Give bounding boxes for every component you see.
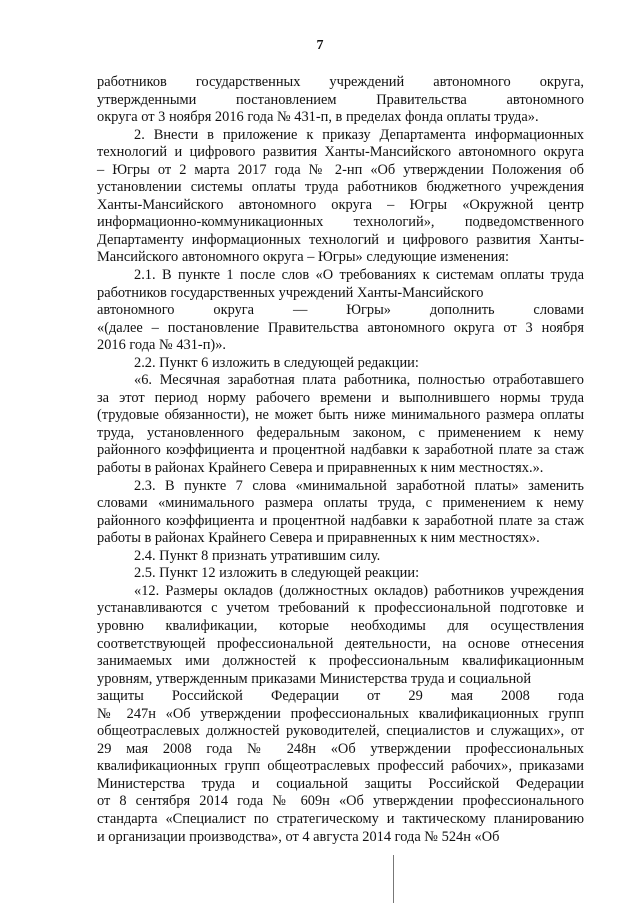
text-line: технологий и цифрового развития Ханты-Мансийского автономного округа xyxy=(97,144,584,161)
text-line: Ханты-Мансийского автономного округа – Югры «Окружной центр xyxy=(97,196,584,213)
text-line: 29 мая 2008 года № 248н «Об утверждении профессиональных xyxy=(97,740,584,757)
document-body xyxy=(97,74,584,846)
text-line: 2016 года № 431-п)». xyxy=(97,337,227,354)
text-line: 2.3. В пункте 7 слова «минимальной заработной платы» заменить xyxy=(134,477,584,494)
text-line: квалификационных групп общеотраслевых профессий рабочих», приказами xyxy=(97,758,584,775)
paragraph-item-2-3 xyxy=(97,478,584,548)
text-line: общеотраслевых должностей руководителей, специалистов и служащих», от xyxy=(97,723,584,740)
text-line: 2.5. Пункт 12 изложить в следующей реакции: xyxy=(134,565,420,582)
text-line: автономного округа — Югры» дополнить словами xyxy=(97,302,584,319)
text-line: защиты Российской Федерации от 29 мая 2008 года xyxy=(97,688,584,705)
text-line: «6. Месячная заработная плата работника, полностью отработавшего xyxy=(134,372,584,389)
text-line: установлении системы оплаты труда работников бюджетного учреждения xyxy=(97,179,584,196)
text-line: – Югры от 2 марта 2017 года № 2-нп «Об утверждении Положения об xyxy=(97,161,584,178)
text-line: устанавливаются с учетом требований к профессиональной подготовке и xyxy=(97,600,584,617)
text-line: и организации производства», от 4 августа 2014 года № 524н «Об xyxy=(97,828,500,845)
text-line: работы в районах Крайнего Севера и приравненных к ним местностях». xyxy=(97,530,540,547)
paragraph-item-2-5 xyxy=(97,565,584,583)
text-line: «(далее – постановление Правительства автономного округа от 3 ноября xyxy=(97,319,584,336)
text-line: (трудовые обязанности), не может быть ниже минимального размера оплаты xyxy=(97,407,584,424)
scan-artifact-line xyxy=(393,855,394,903)
text-line: соответствующей профессиональной деятельности, на основе отнесения xyxy=(97,635,584,652)
text-line: № 247н «Об утверждении профессиональных квалификационных групп xyxy=(97,705,584,722)
text-line: утвержденными постановлением Правительства автономного xyxy=(97,91,584,108)
paragraph-item-12-text xyxy=(97,583,584,846)
page-number: 7 xyxy=(316,38,324,53)
text-line: словами «минимального размера оплаты труда, с применением к нему xyxy=(97,495,584,512)
text-line: работников государственных учреждений автономного округа, xyxy=(97,74,584,90)
text-line: информационно-коммуникационных технологий», подведомственного xyxy=(97,214,584,231)
text-line: 2.2. Пункт 6 изложить в следующей редакции: xyxy=(134,354,419,371)
text-line: работников государственных учреждений Ханты-Мансийского xyxy=(97,284,484,301)
paragraph-item-2-4 xyxy=(97,548,584,566)
text-line: 2.4. Пункт 8 признать утратившим силу. xyxy=(134,547,381,564)
text-line: Министерства труда и социальной защиты Российской Федерации xyxy=(97,775,584,792)
paragraph-item-2-1 xyxy=(97,267,584,355)
paragraph-item-2-2 xyxy=(97,355,584,373)
text-line: труда, установленного федеральным законом, с применением к нему xyxy=(97,424,584,441)
text-line: уровням, утвержденным приказами Министерства труда и социальной xyxy=(97,670,532,687)
text-line: от 8 сентября 2014 года № 609н «Об утверждении профессионального xyxy=(97,793,584,810)
text-line: Департаменту информационных технологий и цифрового развития Ханты- xyxy=(97,231,584,248)
text-line: занимаемых ими должностей к профессиональным квалификационным xyxy=(97,653,584,670)
paragraph-item-2 xyxy=(97,127,584,267)
text-line: стандарта «Специалист по стратегическому и тактическому планированию xyxy=(97,810,584,827)
text-line: округа от 3 ноября 2016 года № 431-п, в пределах фонда оплаты труда». xyxy=(97,109,539,126)
text-line: «12. Размеры окладов (должностных окладов) работников учреждения xyxy=(134,582,584,599)
text-line: районного коэффициента и процентной надбавки к заработной плате за стаж xyxy=(97,512,584,529)
text-line: 2.1. В пункте 1 после слов «О требованиях к системам оплаты труда xyxy=(134,267,584,284)
paragraph-item-6-text xyxy=(97,372,584,477)
text-line: 2. Внести в приложение к приказу Департамента информационных xyxy=(134,126,584,143)
paragraph-intro-continuation xyxy=(97,74,584,127)
text-line: за этот период норму рабочего времени и выполнившего нормы труда xyxy=(97,389,584,406)
text-line: районного коэффициента и процентной надбавки к заработной плате за стаж xyxy=(97,442,584,459)
text-line: работы в районах Крайнего Севера и приравненных к ним местностях.». xyxy=(97,460,544,477)
text-line: Мансийского автономного округа – Югры» следующие изменения: xyxy=(97,249,509,266)
text-line: уровню квалификации, которые необходимы для осуществления xyxy=(97,617,584,634)
